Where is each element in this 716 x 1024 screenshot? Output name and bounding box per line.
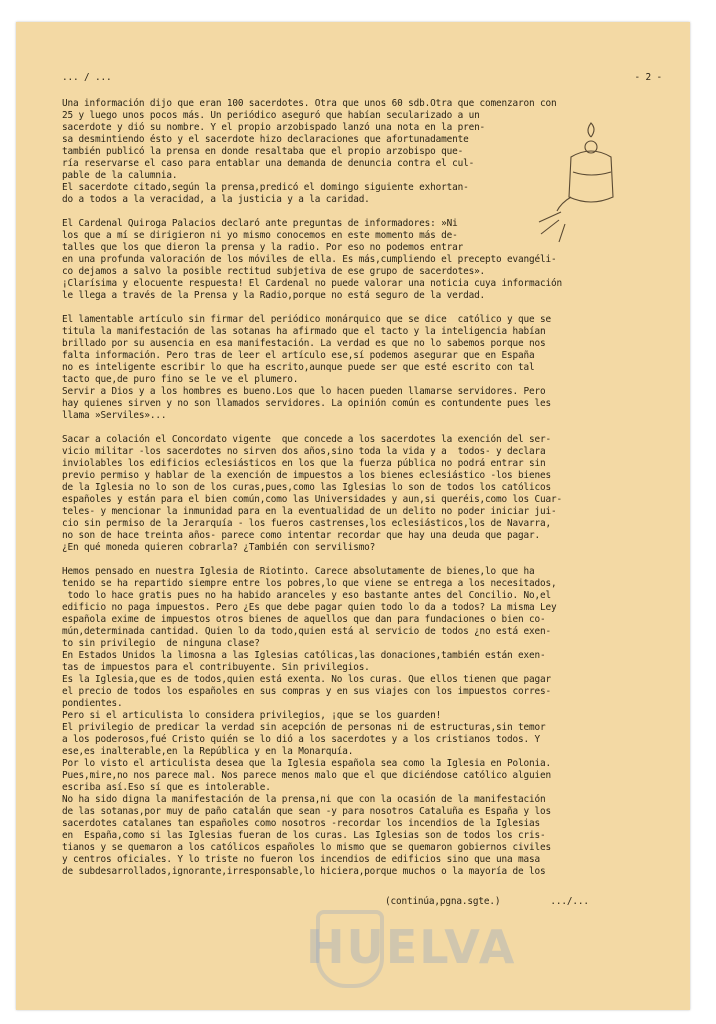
page-footer — [62, 884, 662, 907]
text-line: sacerdote y dió su nombre. Y el propio arzobispado lanzó una nota en la pren- — [62, 122, 486, 133]
text-line: ese,es inalterable,en la República y en la Monarquía. — [62, 746, 354, 757]
archive-watermark: HUELVA — [306, 920, 517, 974]
page-header — [62, 72, 662, 84]
text-line: ¡Clarísima y elocuente respuesta! El Cardenal no puede valorar una noticia cuya información — [62, 278, 562, 289]
text-line: hay quienes sirven y no son llamados servidores. La opinión común es contundente pues les — [62, 398, 551, 409]
text-line: pondientes. — [62, 698, 123, 709]
text-line: Servir a Dios y a los hombres es bueno.Los que lo hacen pueden llamarse servidores. Pero — [62, 386, 546, 397]
text-line: Una información dijo que eran 100 sacerdotes. Otra que unos 60 sdb.Otra que comenzaron con — [62, 98, 557, 109]
text-line: tenido se ha repartido siempre entre los pobres,lo que viene se entrega a los necesitados, — [62, 578, 557, 589]
text-line: brillado por su ausencia en esa manifestación. La verdad es que no lo sabemos porque nos — [62, 338, 546, 349]
paragraph-gap — [62, 302, 662, 314]
text-line: todo lo hace gratis pues no ha habido aranceles y eso bastante antes del Concilio. No,el — [62, 590, 551, 601]
text-line: también publicó la prensa en donde resaltaba que el propio arzobispo que- — [62, 146, 464, 157]
text-line: escriba así.Eso sí que es intolerable. — [62, 782, 271, 793]
text-line: No ha sido digna la manifestación de la prensa,ni que con la ocasión de la manifestación — [62, 794, 546, 805]
continued-marker: .../... — [550, 896, 589, 907]
paragraph — [62, 218, 662, 302]
text-line: inviolables los edificios eclesiásticos en los que la fuerza pública no podrá entrar sin — [62, 458, 546, 469]
text-line: sa desmintiendo ésto y el sacerdote hizo declaraciones que afortunadamente — [62, 134, 469, 145]
text-line: El sacerdote citado,según la prensa,predicó el domingo siguiente exhortan- — [62, 182, 469, 193]
paragraph — [62, 566, 662, 878]
text-line: falta información. Pero tras de leer el artículo ese,sí podemos asegurar que en España — [62, 350, 535, 361]
text-line: titula la manifestación de las sotanas ha afirmado que el tacto y la inteligencia habían — [62, 326, 546, 337]
text-line: previo permiso y hablar de la exención de impuestos a los bienes eclesiástico -los bienes — [62, 470, 551, 481]
text-line: El Cardenal Quiroga Palacios declaró ante preguntas de informadores: »Ni — [62, 218, 458, 229]
text-line: españoles y están para el bien común,como las Universidades y aun,si queréis,como los Cuar- — [62, 494, 562, 505]
text-line: sacerdotes catalanes tan españoles como nosotros -recordar los incendios de la Iglesias — [62, 818, 540, 829]
paragraph — [62, 98, 662, 206]
text-line: no son de hace treinta años- parece como intentar recordar que hay una deuda que pagar. — [62, 530, 540, 541]
document-page — [16, 22, 690, 1010]
text-line: el precio de todos los españoles en sus compras y en sus viajes con los impuestos corres- — [62, 686, 551, 697]
text-line: cio sin permiso de la Jerarquía - los fueros castrenses,los eclesiásticos,los de Navarra, — [62, 518, 551, 529]
paragraph-gap — [62, 206, 662, 218]
text-line: llama »Serviles»... — [62, 410, 167, 421]
continued-note: (continúa,pgna.sgte.) — [384, 896, 501, 907]
text-line: los que a mí se dirigieron ni yo mismo conocemos en este momento más de- — [62, 230, 458, 241]
text-line: Hemos pensado en nuestra Iglesia de Riotinto. Carece absolutamente de bienes,lo que ha — [62, 566, 535, 577]
text-line: co dejamos a salvo la posible rectitud subjetiva de ese grupo de sacerdotes». — [62, 266, 486, 277]
text-line: pable de la calumnia. — [62, 170, 178, 181]
text-line: talles que los que dieron la prensa y la radio. Por eso no podemos entrar — [62, 242, 464, 253]
text-line: Es la Iglesia,que es de todos,quien está exenta. No los curas. Que ellos tienen que pagar — [62, 674, 551, 685]
paragraph — [62, 434, 662, 554]
text-line: El privilegio de predicar la verdad sin acepción de personas ni de estructuras,sin temor — [62, 722, 546, 733]
text-line: to sin privilegio de ninguna clase? — [62, 638, 260, 649]
text-line: 25 y luego unos pocos más. Un periódico aseguró que habían secularizado a un — [62, 110, 480, 121]
continuation-mark: ... / ... — [62, 72, 112, 83]
text-line: ría reservarse el caso para entablar una demanda de denuncia contra el cul- — [62, 158, 475, 169]
text-line: tacto que,de puro fino se le ve el plumero. — [62, 374, 299, 385]
text-line: teles- y mencionar la inmunidad para en la eventualidad de un delito no poder iniciar jui- — [62, 506, 557, 517]
body-text — [62, 98, 662, 878]
text-line: El lamentable artículo sin firmar del periódico monárquico que se dice católico y que se — [62, 314, 551, 325]
page-number: - 2 - — [634, 72, 662, 83]
text-line: En Estados Unidos la limosna a las Iglesias católicas,las donaciones,también están exen- — [62, 650, 546, 661]
text-line: edificio no paga impuestos. Pero ¿Es que debe pagar quien todo lo da a todos? La misma Ley — [62, 602, 557, 613]
text-line: Pero si el articulista lo considera privilegios, ¡que se los guarden! — [62, 710, 442, 721]
text-line: tianos y se quemaron a los católicos españoles lo mismo que se quemaron gobiernos civiles — [62, 842, 551, 853]
text-line: Sacar a colación el Concordato vigente que concede a los sacerdotes la exención del ser- — [62, 434, 551, 445]
text-line: Por lo visto el articulista desea que la Iglesia española sea como la Iglesia en Polonia. — [62, 758, 551, 769]
text-line: mún,determinada cantidad. Quien lo da todo,quien está al servicio de todos ¿no está exen- — [62, 626, 551, 637]
paragraph-gap — [62, 554, 662, 566]
text-line: de las sotanas,por muy de paño catalán que sean -y para nosotros Cataluña es España y los — [62, 806, 551, 817]
text-line: do a todos a la veracidad, a la justicia y a la caridad. — [62, 194, 370, 205]
paragraph — [62, 314, 662, 422]
text-line: española exime de impuestos otros bienes de aquellos que dan para fundaciones o bien co- — [62, 614, 546, 625]
text-line: Pues,mire,no nos parece mal. Nos parece menos malo que el que diciéndose católico alguien — [62, 770, 551, 781]
text-line: vicio militar -los sacerdotes no sirven dos años,sino toda la vida y a todos- y declara — [62, 446, 546, 457]
paragraph-gap — [62, 422, 662, 434]
text-line: en una profunda valoración de los móviles de ella. Es más,cumpliendo el precepto evangéli- — [62, 254, 557, 265]
text-line: de la Iglesia no lo son de los curas,pues,como las Iglesias lo son de todos los católicos — [62, 482, 551, 493]
text-line: no es inteligente escribir lo que ha escrito,aunque puede ser que esté escrito con tal — [62, 362, 535, 373]
typed-letter-body — [62, 72, 662, 907]
text-line: le llega a través de la Prensa y la Radio,porque no está seguro de la verdad. — [62, 290, 486, 301]
text-line: en España,como si las Iglesias fueran de los curas. Las Iglesias son de todos los cris- — [62, 830, 546, 841]
text-line: de subdesarrollados,ignorante,irresponsable,lo hiciera,porque muchos o la mayoría de los — [62, 866, 546, 877]
text-line: ¿En qué moneda quieren cobrarla? ¿También con servilismo? — [62, 542, 376, 553]
text-line: a los poderosos,fué Cristo quién se lo dió a los sacerdotes y a los cristianos todos. Y — [62, 734, 540, 745]
text-line: tas de impuestos para el contribuyente. Sin privilegios. — [62, 662, 370, 673]
text-line: y centros oficiales. Y lo triste no fueron los incendios de edificios sino que una masa — [62, 854, 540, 865]
